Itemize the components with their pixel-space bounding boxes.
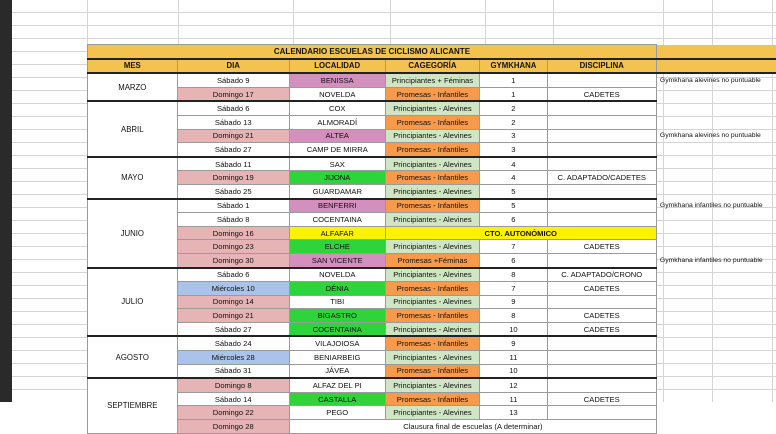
note-cell — [656, 309, 776, 323]
gymkhana-cell: 8 — [480, 268, 547, 282]
day-cell: Domingo 21 — [177, 309, 289, 323]
category-cell: Promesas - Infantiles — [385, 199, 480, 213]
gymkhana-cell: 10 — [480, 322, 547, 336]
discipline-cell — [547, 199, 656, 213]
locality-cell: DÉNIA — [289, 282, 385, 296]
gymkhana-cell: 2 — [480, 101, 547, 115]
month-cell: AGOSTO — [88, 336, 178, 378]
day-cell: Sábado 1 — [177, 199, 289, 213]
locality-cell: CASTALLA — [289, 392, 385, 406]
day-cell: Sábado 11 — [177, 157, 289, 171]
category-cell: Principiantes - Alevines — [385, 322, 480, 336]
header-disciplina: DISCIPLINA — [547, 59, 656, 74]
note-cell — [656, 87, 776, 101]
table-row — [88, 129, 776, 143]
category-cell: Principiantes - Alevines — [385, 268, 480, 282]
locality-cell: ALFAZ DEL PI — [289, 378, 385, 392]
locality-cell: ALTEA — [289, 129, 385, 143]
note-cell — [656, 59, 776, 74]
locality-cell: VILAJOIOSA — [289, 336, 385, 350]
gymkhana-cell: 5 — [480, 199, 547, 213]
discipline-cell: CADETES — [547, 240, 656, 254]
gymkhana-cell: 12 — [480, 378, 547, 392]
day-cell: Domingo 23 — [177, 240, 289, 254]
category-cell: Principiantes + Féminas — [385, 73, 480, 87]
locality-cell: COCENTAINA — [289, 322, 385, 336]
note-cell — [656, 171, 776, 185]
category-cell: Promesas - Infantiles — [385, 392, 480, 406]
category-cell: Principiantes - Alevines — [385, 184, 480, 198]
month-cell: SEPTIEMBRE — [88, 378, 178, 433]
note-cell — [656, 392, 776, 406]
day-cell: Domingo 19 — [177, 171, 289, 185]
gymkhana-cell: 2 — [480, 115, 547, 129]
table-row — [88, 268, 776, 282]
table-row — [88, 309, 776, 323]
discipline-cell: C. ADAPTADO/CRONO — [547, 268, 656, 282]
discipline-cell — [547, 73, 656, 87]
category-cell: Promesas - Infantiles — [385, 115, 480, 129]
day-cell: Domingo 14 — [177, 295, 289, 309]
category-cell: Principiantes - Alevines — [385, 157, 480, 171]
gymkhana-cell: 6 — [480, 253, 547, 267]
category-cell: Principiantes - Alevines — [385, 101, 480, 115]
category-cell: Promesas - Infantiles — [385, 171, 480, 185]
spreadsheet — [12, 0, 776, 402]
gymkhana-cell: 7 — [480, 240, 547, 254]
discipline-cell — [547, 213, 656, 227]
month-cell: ABRIL — [88, 101, 178, 156]
note-cell — [656, 364, 776, 378]
gymkhana-cell: 3 — [480, 129, 547, 143]
header-gymkhana: GYMKHANA — [480, 59, 547, 74]
category-cell: Principiantes - Alevines — [385, 295, 480, 309]
note-cell — [656, 240, 776, 254]
closing-cell: Clausura final de escuelas (A determinar) — [289, 420, 656, 434]
table-row — [88, 73, 776, 87]
category-cell: Principiantes - Alevines — [385, 351, 480, 365]
locality-cell: ELCHE — [289, 240, 385, 254]
table-row — [88, 115, 776, 129]
table-row — [88, 171, 776, 185]
note-cell: Gymkhana alevines no puntuable — [656, 129, 776, 143]
calendar-title: CALENDARIO ESCUELAS DE CICLISMO ALICANTE — [88, 45, 657, 59]
table-row — [88, 143, 776, 157]
locality-cell: TIBI — [289, 295, 385, 309]
category-cell: Principiantes - Alevines — [385, 213, 480, 227]
table-row — [88, 351, 776, 365]
header-row — [88, 59, 776, 74]
day-cell: Sábado 6 — [177, 268, 289, 282]
locality-cell: JIJONA — [289, 171, 385, 185]
locality-cell: ALMORADÍ — [289, 115, 385, 129]
locality-cell: JÁVEA — [289, 364, 385, 378]
note-cell: Gymkhana infantiles no puntuable — [656, 253, 776, 267]
day-cell: Domingo 22 — [177, 406, 289, 420]
gymkhana-cell: 10 — [480, 364, 547, 378]
note-cell — [656, 336, 776, 350]
day-cell: Sábado 6 — [177, 101, 289, 115]
note-cell — [656, 378, 776, 392]
locality-cell: ALFAFAR — [289, 226, 385, 240]
locality-cell: BENISSA — [289, 73, 385, 87]
discipline-cell — [547, 143, 656, 157]
note-cell — [656, 351, 776, 365]
table-row — [88, 295, 776, 309]
note-cell — [656, 143, 776, 157]
locality-cell: GUARDAMAR — [289, 184, 385, 198]
window-edge-bar — [0, 0, 12, 402]
category-cell: Promesas - Infantiles — [385, 282, 480, 296]
note-cell — [656, 322, 776, 336]
note-cell — [656, 226, 776, 240]
gymkhana-cell: 11 — [480, 392, 547, 406]
discipline-cell — [547, 157, 656, 171]
gridline — [12, 25, 776, 26]
table-row — [88, 184, 776, 198]
gymkhana-cell: 6 — [480, 213, 547, 227]
category-cell: Promesas - Infantiles — [385, 364, 480, 378]
note-cell — [656, 115, 776, 129]
discipline-cell — [547, 115, 656, 129]
header-mes: MES — [88, 59, 178, 74]
locality-cell: COCENTAINA — [289, 213, 385, 227]
discipline-cell — [547, 253, 656, 267]
note-cell — [656, 295, 776, 309]
locality-cell: NOVELDA — [289, 87, 385, 101]
table-row — [88, 213, 776, 227]
discipline-cell — [547, 378, 656, 392]
table-row — [88, 226, 776, 240]
discipline-cell: C. ADAPTADO/CADETES — [547, 171, 656, 185]
day-cell: Domingo 8 — [177, 378, 289, 392]
discipline-cell: CADETES — [547, 87, 656, 101]
gymkhana-cell: 3 — [480, 143, 547, 157]
category-cell: Principiantes - Alevines — [385, 406, 480, 420]
gymkhana-cell: 13 — [480, 406, 547, 420]
header-localidad: LOCALIDAD — [289, 59, 385, 74]
day-cell: Sábado 24 — [177, 336, 289, 350]
table-row — [88, 199, 776, 213]
category-cell: Promesas - Infantiles — [385, 87, 480, 101]
table-row — [88, 406, 776, 420]
gymkhana-cell: 1 — [480, 73, 547, 87]
day-cell: Sábado 13 — [177, 115, 289, 129]
note-cell — [656, 184, 776, 198]
day-cell: Sábado 27 — [177, 322, 289, 336]
note-cell: Gymkhana alevines no puntuable — [656, 73, 776, 87]
note-cell — [656, 406, 776, 420]
day-cell: Miércoles 28 — [177, 351, 289, 365]
locality-cell: CAMP DE MIRRA — [289, 143, 385, 157]
locality-cell: BIGASTRO — [289, 309, 385, 323]
table-row — [88, 364, 776, 378]
discipline-cell: CADETES — [547, 322, 656, 336]
day-cell: Sábado 8 — [177, 213, 289, 227]
gymkhana-cell: 1 — [480, 87, 547, 101]
discipline-cell — [547, 364, 656, 378]
locality-cell: BENFERRI — [289, 199, 385, 213]
gymkhana-cell: 4 — [480, 171, 547, 185]
discipline-cell — [547, 129, 656, 143]
note-cell — [656, 101, 776, 115]
locality-cell: NOVELDA — [289, 268, 385, 282]
note-cell — [656, 45, 776, 59]
month-cell: JULIO — [88, 268, 178, 337]
day-cell: Sábado 27 — [177, 143, 289, 157]
note-cell — [656, 157, 776, 171]
table-row — [88, 87, 776, 101]
day-cell: Domingo 17 — [177, 87, 289, 101]
category-cell: Promesas - Infantiles — [385, 336, 480, 350]
note-cell: Gymkhana infantiles no puntuable — [656, 199, 776, 213]
day-cell: Sábado 25 — [177, 184, 289, 198]
locality-cell: SAX — [289, 157, 385, 171]
day-cell: Sábado 14 — [177, 392, 289, 406]
table-row — [88, 336, 776, 350]
discipline-cell — [547, 351, 656, 365]
note-cell — [656, 213, 776, 227]
table-row — [88, 420, 776, 434]
discipline-cell — [547, 406, 656, 420]
gridline — [12, 38, 776, 39]
day-cell: Domingo 30 — [177, 253, 289, 267]
locality-cell: PEGO — [289, 406, 385, 420]
gymkhana-cell: 11 — [480, 351, 547, 365]
header-categoria: CAGEGORÍA — [385, 59, 480, 74]
category-cell: Promesas +Féminas — [385, 253, 480, 267]
table-row — [88, 282, 776, 296]
day-cell: Domingo 21 — [177, 129, 289, 143]
header-dia: DIA — [177, 59, 289, 74]
note-cell — [656, 420, 776, 434]
table-row — [88, 101, 776, 115]
discipline-cell — [547, 295, 656, 309]
note-cell — [656, 282, 776, 296]
day-cell: Sábado 31 — [177, 364, 289, 378]
gridline — [12, 12, 776, 13]
month-cell: MAYO — [88, 157, 178, 199]
day-cell: Sábado 9 — [177, 73, 289, 87]
locality-cell: SAN VICENTE — [289, 253, 385, 267]
day-cell: Domingo 16 — [177, 226, 289, 240]
discipline-cell — [547, 101, 656, 115]
table-row — [88, 378, 776, 392]
title-row — [88, 45, 776, 59]
discipline-cell — [547, 184, 656, 198]
table-row — [88, 253, 776, 267]
table-row — [88, 157, 776, 171]
discipline-cell: CADETES — [547, 309, 656, 323]
championship-cell: CTO. AUTONÓMICO — [385, 226, 656, 240]
gymkhana-cell: 8 — [480, 309, 547, 323]
locality-cell: BENIARBEIG — [289, 351, 385, 365]
note-cell — [656, 268, 776, 282]
locality-cell: COX — [289, 101, 385, 115]
month-cell: JUNIO — [88, 199, 178, 268]
month-cell: MARZO — [88, 73, 178, 101]
category-cell: Principiantes - Alevines — [385, 240, 480, 254]
table-row — [88, 322, 776, 336]
gymkhana-cell: 9 — [480, 295, 547, 309]
gymkhana-cell: 7 — [480, 282, 547, 296]
calendar-table — [87, 44, 776, 434]
category-cell: Principiantes - Alevines — [385, 378, 480, 392]
discipline-cell: CADETES — [547, 392, 656, 406]
discipline-cell: CADETES — [547, 282, 656, 296]
gymkhana-cell: 5 — [480, 184, 547, 198]
day-cell: Domingo 28 — [177, 420, 289, 434]
category-cell: Promesas - Infantiles — [385, 309, 480, 323]
category-cell: Promesas - Infantiles — [385, 143, 480, 157]
gymkhana-cell: 4 — [480, 157, 547, 171]
table-row — [88, 392, 776, 406]
gymkhana-cell: 9 — [480, 336, 547, 350]
category-cell: Principiantes - Alevines — [385, 129, 480, 143]
table-row — [88, 240, 776, 254]
day-cell: Miércoles 10 — [177, 282, 289, 296]
discipline-cell — [547, 336, 656, 350]
